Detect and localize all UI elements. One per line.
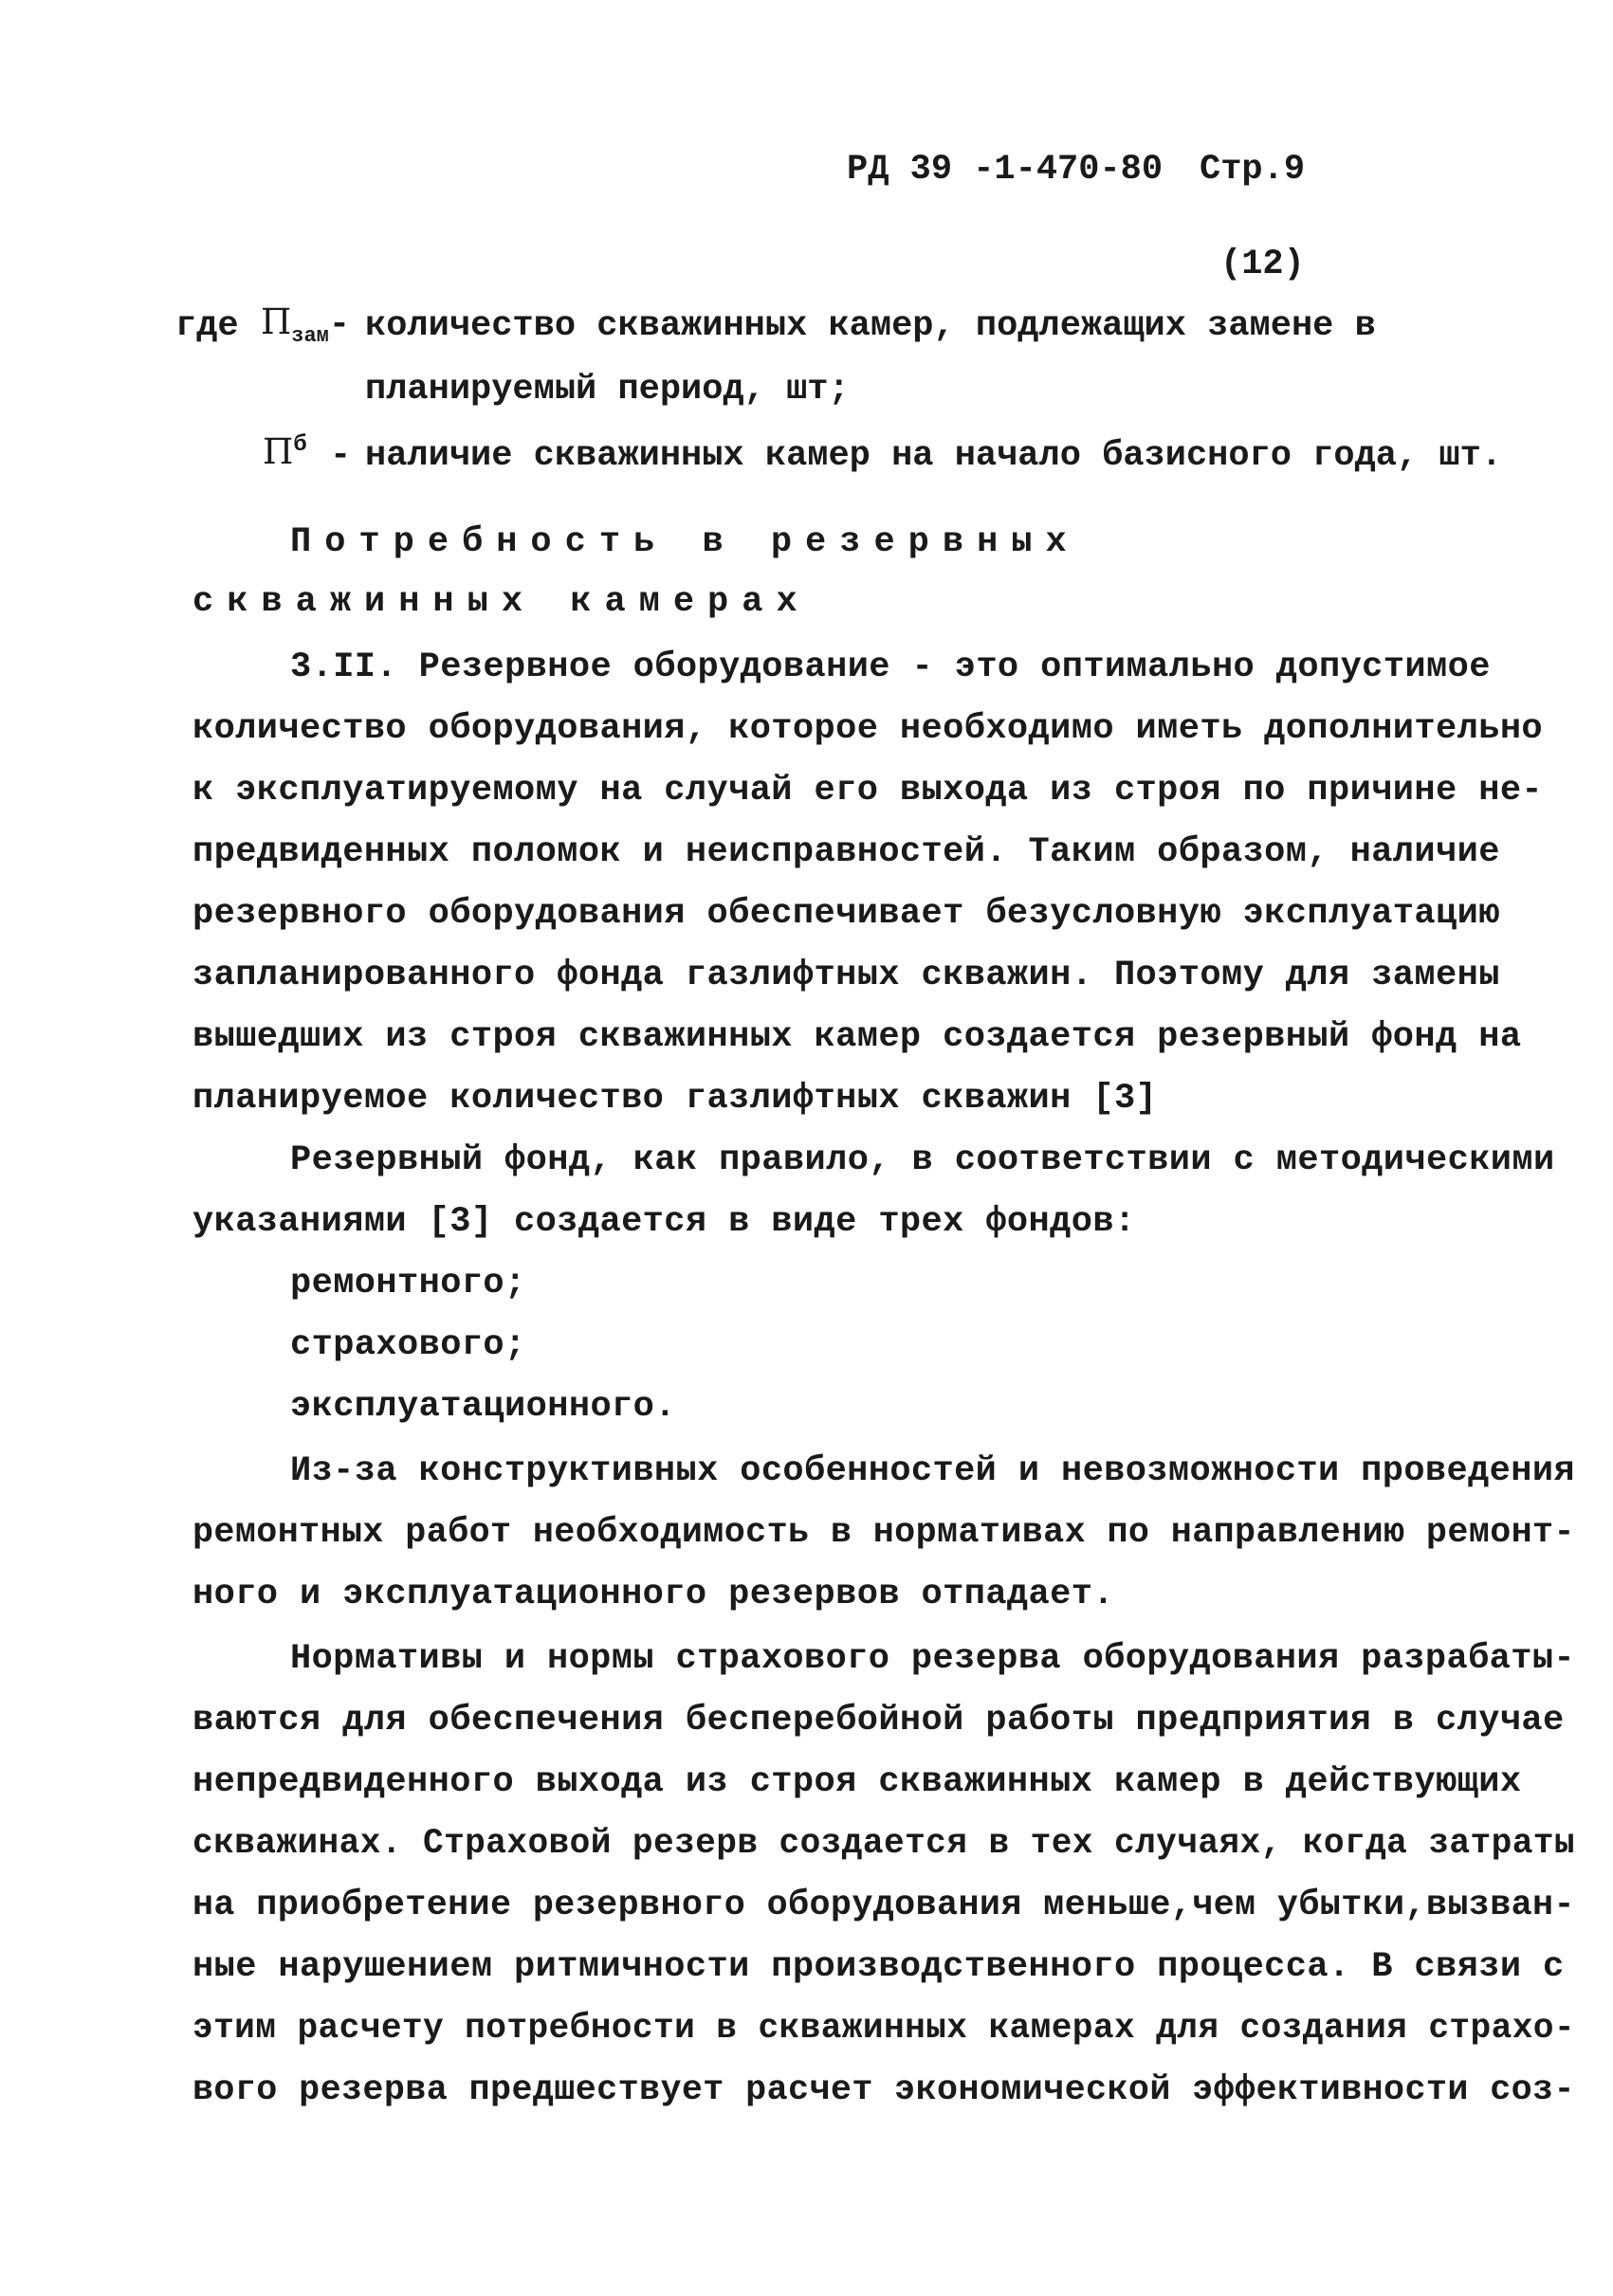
paragraph-line-with-reference: планируемое количество газлифтных скважин [3] [192, 1079, 1158, 1119]
paragraph-line: скважинах. Страховой резерв создается в тех случаях, когда затраты [192, 1824, 1575, 1864]
page-number: Стр.9 [1200, 150, 1306, 190]
paragraph-line: предвиденных поломок и неисправностей. Таким образом, наличие [192, 832, 1500, 872]
paragraph-line: ремонтных работ необходимость в нормативах по направлению ремонт- [192, 1513, 1575, 1553]
paragraph-line: ваются для обеспечения бесперебойной работы предприятия в случае [192, 1701, 1565, 1740]
paragraph-line: Резервный фонд, как правило, в соответствии с методическими [290, 1140, 1555, 1180]
definition-text-line1: количество скважинных камер, подлежащих замене в [365, 306, 1376, 346]
list-item: ремонтного; [290, 1264, 526, 1303]
paragraph-line: Нормативы и нормы страхового резерва оборудования разрабаты- [290, 1639, 1575, 1679]
list-item: страхового; [290, 1325, 526, 1365]
paragraph-line: непредвиденного выхода из строя скважинных камер в действующих [192, 1762, 1522, 1802]
list-item: эксплуатационного. [290, 1387, 676, 1427]
definition-prefix: где [175, 306, 239, 346]
section-heading-line1: Потребность в резервных [290, 522, 1080, 562]
paragraph-line: запланированного фонда газлифтных скважин. Поэтому для замены [192, 956, 1500, 995]
definition-dash: - [330, 436, 352, 476]
paragraph-line: Из-за конструктивных особенностей и невозможности проведения [290, 1451, 1575, 1491]
document-id: РД 39 -1-470-80 [847, 150, 1164, 190]
definition-symbol-replace [261, 301, 350, 348]
paragraph-line: вого резерва предшествует расчет экономической эффективности соз- [192, 2070, 1575, 2110]
symbol-n: П [261, 301, 292, 342]
symbol-subscript: зам [291, 324, 329, 348]
paragraph-line: количество оборудования, которое необходимо иметь дополнительно [192, 709, 1544, 749]
paragraph-line: этим расчету потребности в скважинных камерах для создания страхо- [192, 2009, 1575, 2049]
definition-symbol-base [263, 431, 307, 475]
paragraph-line: ного и эксплуатационного резервов отпадает. [192, 1575, 1114, 1614]
definition-where [175, 306, 239, 346]
definition-text-line2: планируемый период, шт; [365, 370, 850, 410]
paragraph-line: ные нарушением ритмичности производственного процесса. В связи с [192, 1947, 1565, 1987]
symbol-n: П [263, 431, 294, 472]
symbol-superscript: б [293, 432, 307, 458]
paragraph-line: резервного оборудования обеспечивает безусловную эксплуатацию [192, 894, 1500, 934]
definition-text: наличие скважинных камер на начало базисного года, шт. [365, 436, 1502, 476]
section-heading-line2: скважинных камерах [192, 582, 811, 622]
paragraph-line: 3.II. Резервное оборудование - это оптимально допустимое [290, 647, 1491, 687]
formula-number: (12) [1220, 245, 1305, 284]
paragraph-line: к эксплуатируемому на случай его выхода из строя по причине не- [192, 771, 1544, 811]
paragraph-line-with-reference: указаниями [3] создается в виде трех фондов: [192, 1202, 1136, 1242]
definition-dash: - [328, 305, 351, 345]
paragraph-line: вышедших из строя скважинных камер создается резервный фонд на [192, 1017, 1522, 1057]
paragraph-line: на приобретение резервного оборудования меньше,чем убытки,вызван- [192, 1886, 1575, 1925]
